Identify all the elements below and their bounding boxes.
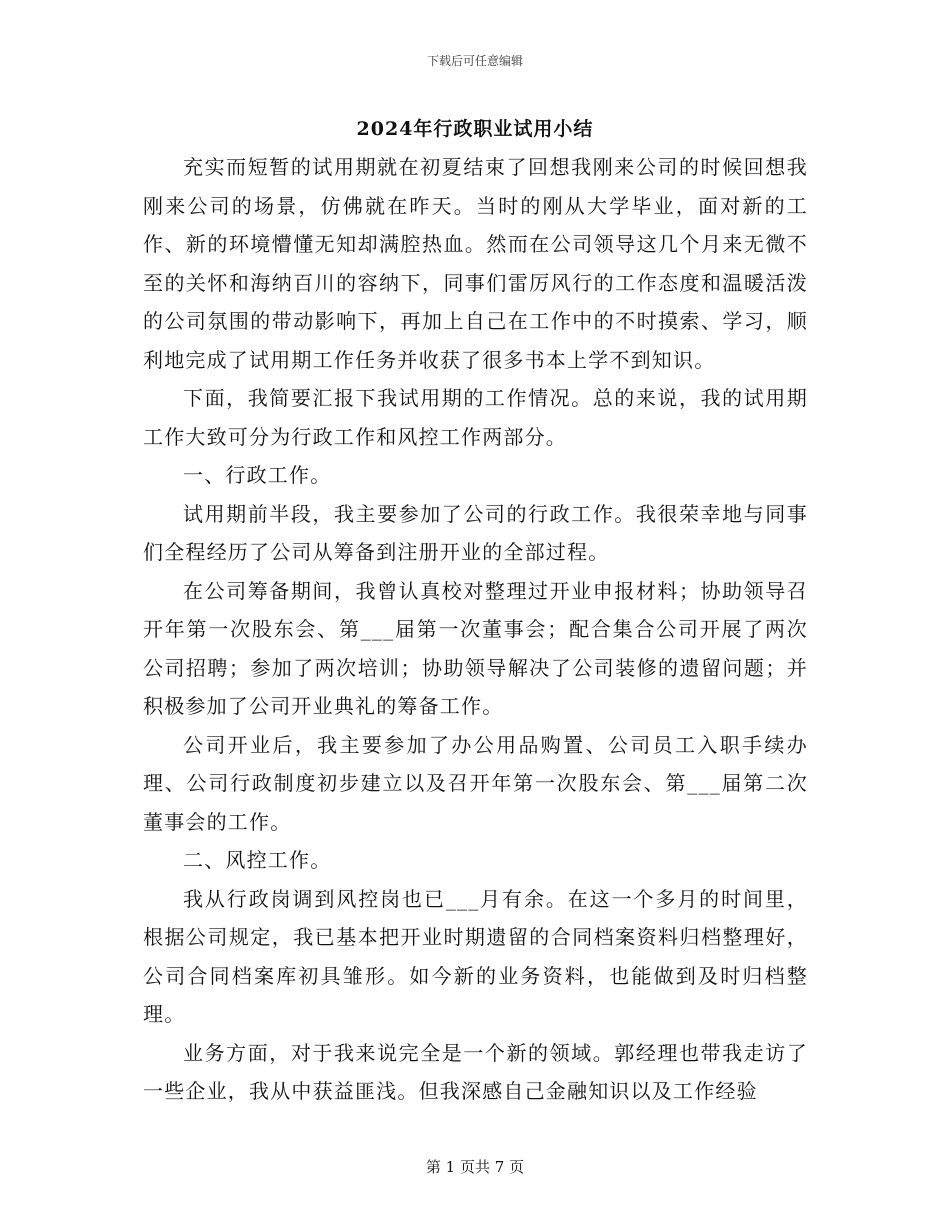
page-number: 第 1 页共 7 页: [425, 1158, 525, 1176]
section-heading-admin: 一、行政工作。: [183, 463, 332, 487]
paragraph-summary: 下面，我简要汇报下我试用期的工作情况。总的来说，我的试用期工作大致可分为行政工作和风控工作两部分。: [143, 386, 808, 449]
paragraph-admin-preparation: 在公司筹备期间，我曾认真校对整理过开业申报材料；协助领导召开年第一次股东会、第___届第一次董事会；配合集合公司开展了两次公司招聘；参加了两次培训；协助领导解决了公司装修的遗留问题；并积极参加了公司开业典礼的筹备工作。: [143, 578, 808, 718]
paragraph-risk-archive: 我从行政岗调到风控岗也已___月有余。在这一个多月的时间里，根据公司规定，我已基本把开业时期遗留的合同档案资料归档整理好，公司合同档案库初具雏形。如今新的业务资料，也能做到及时归档整理。: [143, 886, 808, 1026]
paragraph-risk-business: 业务方面，对于我来说完全是一个新的领域。郭经理也带我走访了一些企业，我从中获益匪浅。但我深感自己金融知识以及工作经验: [143, 1040, 808, 1103]
paragraph-intro: 充实而短暂的试用期就在初夏结束了回想我刚来公司的时候回想我刚来公司的场景，仿佛就在昨天。当时的刚从大学毕业，面对新的工作、新的环境懵懂无知却满腔热血。然而在公司领导这几个月来无微不至的关怀和海纳百川的容纳下，同事们雷厉风行的工作态度和温暖活泼的公司氛围的带动影响下，再加上自己在工作中的不时摸索、学习，顺利地完成了试用期工作任务并收获了很多书本上学不到知识。: [143, 155, 808, 372]
document-body: [143, 148, 808, 1111]
page-header: 下载后可任意编辑: [426, 54, 523, 68]
paragraph-admin-first-half: 试用期前半段，我主要参加了公司的行政工作。我很荣幸地与同事们全程经历了公司从筹备到注册开业的全部过程。: [143, 501, 808, 564]
section-heading-risk-control: 二、风控工作。: [183, 848, 332, 872]
document-title: 2024年行政职业试用小结: [356, 118, 594, 140]
paragraph-admin-after-opening: 公司开业后，我主要参加了办公用品购置、公司员工入职手续办理、公司行政制度初步建立以及召开年第一次股东会、第___届第二次董事会的工作。: [143, 732, 808, 834]
